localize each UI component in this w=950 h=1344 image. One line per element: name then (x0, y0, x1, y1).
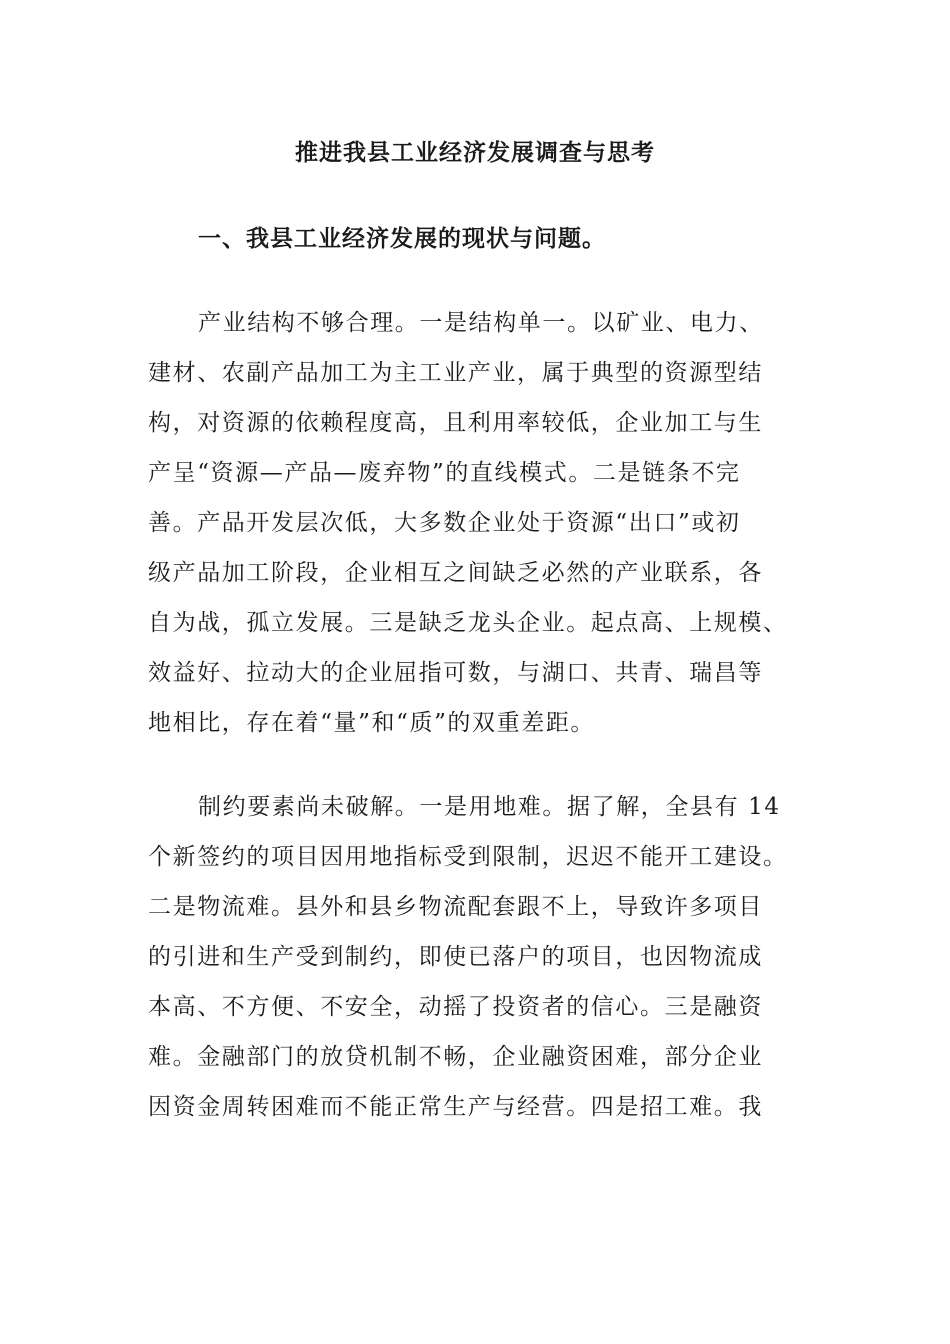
document-title: 推进我县工业经济发展调查与思考 (295, 139, 655, 166)
paragraph-line: 地相比，存在着“量”和“质”的双重差距。 (148, 710, 596, 736)
paragraph-line: 级产品加工阶段，企业相互之间缺乏必然的产业联系，各 (148, 560, 763, 586)
paragraph-line: 建材、农副产品加工为主工业产业，属于典型的资源型结 (148, 360, 763, 386)
paragraph-line: 效益好、拉动大的企业屈指可数，与湖口、共青、瑞昌等 (148, 660, 763, 686)
paragraph-line: 因资金周转困难而不能正常生产与经营。四是招工难。我 (148, 1094, 763, 1120)
paragraph-line: 善。产品开发层次低，大多数企业处于资源“出口”或初 (148, 510, 741, 536)
paragraph-line: 产业结构不够合理。一是结构单一。以矿业、电力、 (198, 310, 764, 336)
paragraph-line: 个新签约的项目因用地指标受到限制，迟迟不能开工建设。 (148, 844, 788, 870)
paragraph-line: 制约要素尚未破解。一是用地难。据了解，全县有 14 (198, 794, 781, 820)
paragraph-line: 的引进和生产受到制约，即使已落户的项目，也因物流成 (148, 944, 763, 970)
paragraph-line: 二是物流难。县外和县乡物流配套跟不上，导致许多项目 (148, 894, 763, 920)
paragraph-line: 本高、不方便、不安全，动摇了投资者的信心。三是融资 (148, 994, 763, 1020)
paragraph-line: 自为战，孤立发展。三是缺乏龙头企业。起点高、上规模、 (148, 610, 788, 636)
paragraph-line: 产呈“资源—产品—废弃物”的直线模式。二是链条不完 (148, 460, 741, 486)
section-heading: 一、我县工业经济发展的现状与问题。 (198, 225, 606, 252)
paragraph-line: 构，对资源的依赖程度高，且利用率较低，企业加工与生 (148, 410, 763, 436)
paragraph-line: 难。金融部门的放贷机制不畅，企业融资困难，部分企业 (148, 1044, 763, 1070)
